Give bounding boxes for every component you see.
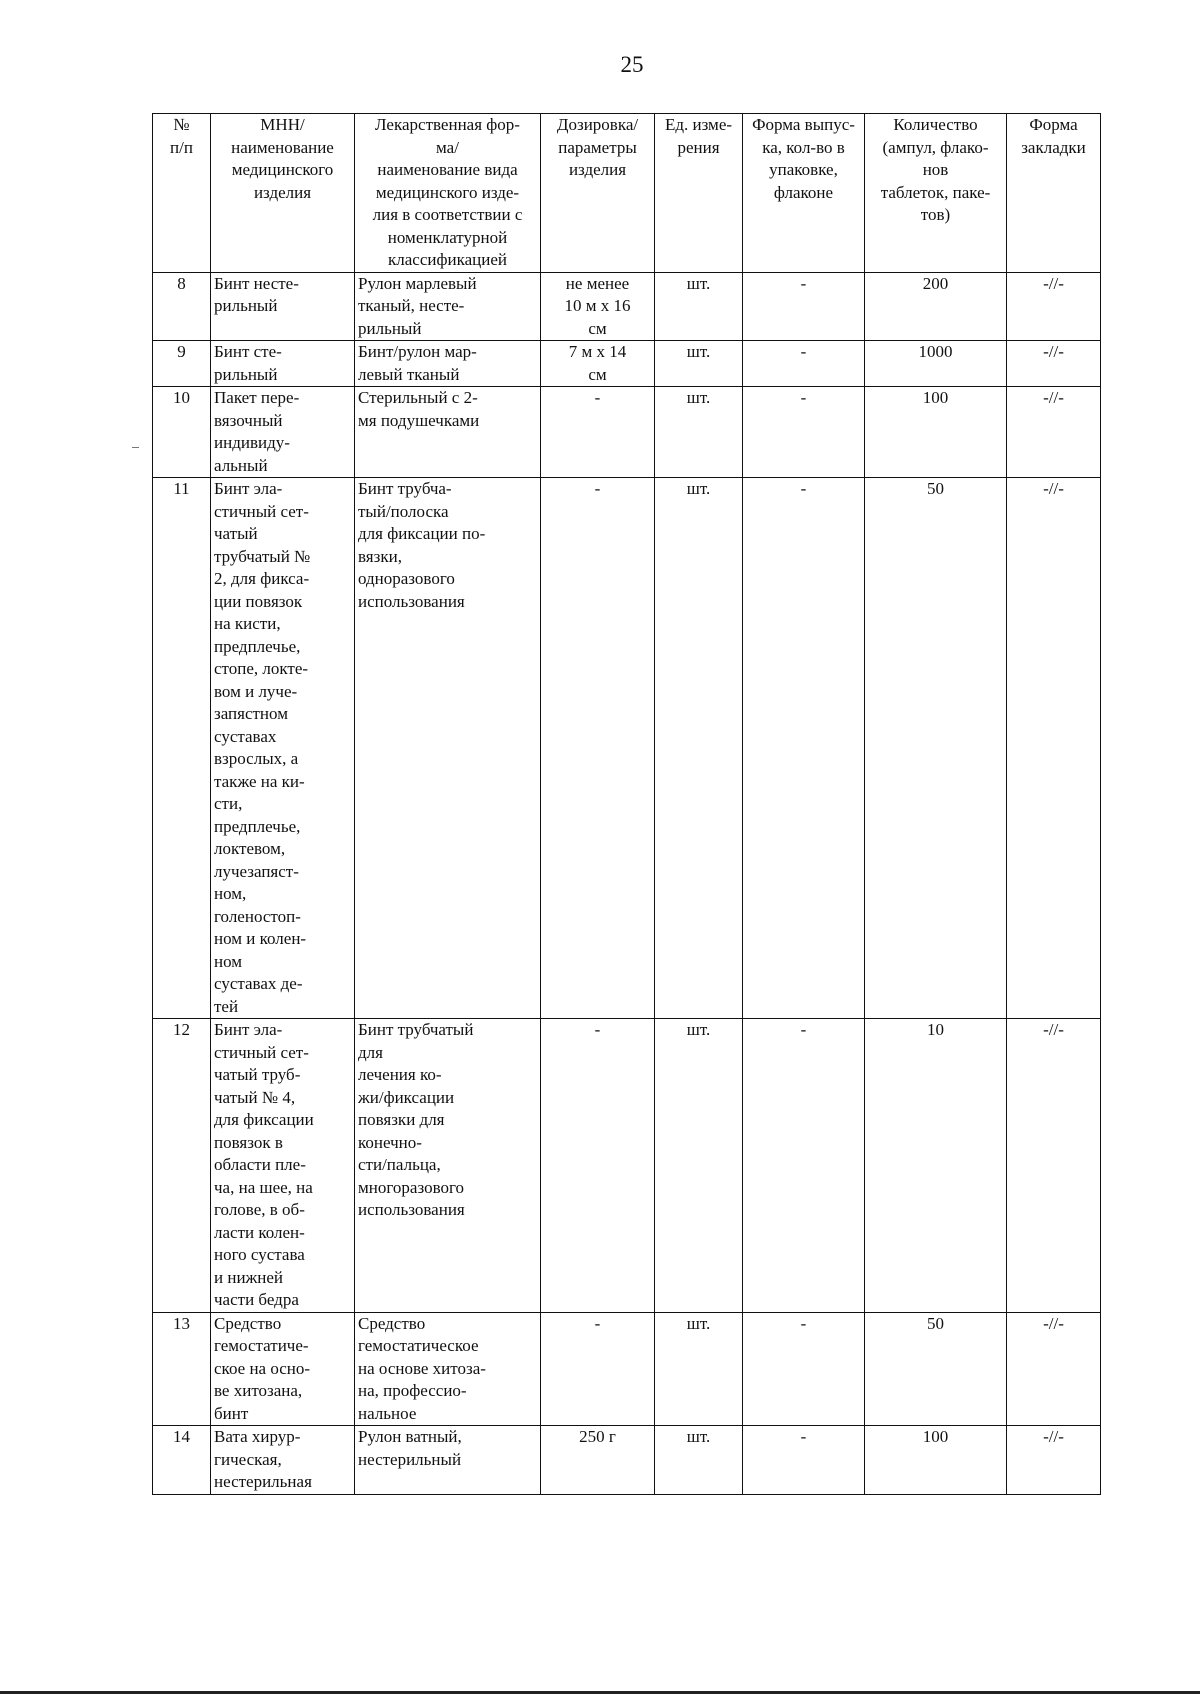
- header-package-form: Форма выпус- ка, кол-во в упаковке, флаконе: [743, 114, 865, 273]
- table-row: [153, 1312, 1101, 1426]
- cell-number: 9: [153, 341, 211, 387]
- cell-name: Бинт сте- рильный: [211, 341, 355, 387]
- cell-dosage: не менее 10 м х 16 см: [541, 272, 655, 341]
- cell-form: Бинт/рулон мар- левый тканый: [355, 341, 541, 387]
- cell-unit: шт.: [655, 272, 743, 341]
- cell-bookmark-form: -//-: [1007, 1019, 1101, 1313]
- cell-number: 13: [153, 1312, 211, 1426]
- cell-package: -: [743, 1312, 865, 1426]
- cell-bookmark-form: -//-: [1007, 1312, 1101, 1426]
- cell-package: -: [743, 1426, 865, 1495]
- header-unit: Ед. изме- рения: [655, 114, 743, 273]
- cell-form: Стерильный с 2- мя подушечками: [355, 387, 541, 478]
- cell-quantity: 10: [865, 1019, 1007, 1313]
- header-name: МНН/ наименование медицинского изделия: [211, 114, 355, 273]
- cell-unit: шт.: [655, 1312, 743, 1426]
- cell-dosage: -: [541, 1019, 655, 1313]
- table-row: [153, 272, 1101, 341]
- table-row: [153, 341, 1101, 387]
- cell-name: Бинт несте- рильный: [211, 272, 355, 341]
- cell-number: 8: [153, 272, 211, 341]
- cell-package: -: [743, 1019, 865, 1313]
- cell-number: 10: [153, 387, 211, 478]
- cell-unit: шт.: [655, 1019, 743, 1313]
- cell-quantity: 100: [865, 387, 1007, 478]
- cell-bookmark-form: -//-: [1007, 478, 1101, 1019]
- cell-unit: шт.: [655, 387, 743, 478]
- table-header-row: [153, 114, 1101, 273]
- cell-bookmark-form: -//-: [1007, 1426, 1101, 1495]
- page-number: 25: [620, 52, 644, 77]
- cell-name: Средство гемостатиче- ское на осно- ве хитозана, бинт: [211, 1312, 355, 1426]
- cell-name: Бинт эла- стичный сет- чатый труб- чатый № 4, для фиксации повязок в области пле- ча, на шее, на голове, в об- ласти колен- ного сустава и нижней части бедра: [211, 1019, 355, 1313]
- cell-form: Бинт трубча- тый/полоска для фиксации по- вязки, одноразового использования: [355, 478, 541, 1019]
- header-dosage-form: Лекарственная фор- ма/ наименование вида медицинского изде- лия в соответствии с номенклатурной классификацией: [355, 114, 541, 273]
- cell-dosage: -: [541, 1312, 655, 1426]
- cell-number: 12: [153, 1019, 211, 1313]
- cell-form: Средство гемостатическое на основе хитоза- на, профессио- нальное: [355, 1312, 541, 1426]
- cell-unit: шт.: [655, 341, 743, 387]
- table-row: [153, 387, 1101, 478]
- cell-quantity: 200: [865, 272, 1007, 341]
- cell-name: Вата хирур- гическая, нестерильная: [211, 1426, 355, 1495]
- cell-quantity: 100: [865, 1426, 1007, 1495]
- header-bookmark-form: Форма закладки: [1007, 114, 1101, 273]
- cell-name: Пакет пере- вязочный индивиду- альный: [211, 387, 355, 478]
- cell-dosage: 7 м х 14 см: [541, 341, 655, 387]
- cell-package: -: [743, 341, 865, 387]
- cell-bookmark-form: -//-: [1007, 387, 1101, 478]
- header-dosage: Дозировка/ параметры изделия: [541, 114, 655, 273]
- cell-dosage: 250 г: [541, 1426, 655, 1495]
- cell-package: -: [743, 272, 865, 341]
- cell-number: 11: [153, 478, 211, 1019]
- header-number: № п/п: [153, 114, 211, 273]
- cell-name: Бинт эла- стичный сет- чатый трубчатый № 2, для фикса- ции повязок на кисти, предплечье, стопе, локте- вом и луче- запястном суставах взрослых, а также на ки- сти, предплечье, локтевом, лучезапяст- ном, голеностоп- ном и колен- ном суставах де- тей: [211, 478, 355, 1019]
- medical-supplies-table: [152, 113, 1101, 1495]
- cell-form: Бинт трубчатый для лечения ко- жи/фиксации повязки для конечно- сти/пальца, многоразового использования: [355, 1019, 541, 1313]
- cell-form: Рулон марлевый тканый, несте- рильный: [355, 272, 541, 341]
- table-row: [153, 1426, 1101, 1495]
- cell-dosage: -: [541, 478, 655, 1019]
- page-bottom-rule: [0, 1691, 1200, 1694]
- cell-quantity: 1000: [865, 341, 1007, 387]
- table-row: [153, 1019, 1101, 1313]
- cell-quantity: 50: [865, 478, 1007, 1019]
- cell-quantity: 50: [865, 1312, 1007, 1426]
- cell-unit: шт.: [655, 478, 743, 1019]
- scan-mark: [132, 447, 139, 448]
- cell-package: -: [743, 478, 865, 1019]
- cell-number: 14: [153, 1426, 211, 1495]
- cell-unit: шт.: [655, 1426, 743, 1495]
- table-row: [153, 478, 1101, 1019]
- cell-bookmark-form: -//-: [1007, 272, 1101, 341]
- header-quantity: Количество (ампул, флако- нов таблеток, паке- тов): [865, 114, 1007, 273]
- cell-dosage: -: [541, 387, 655, 478]
- cell-form: Рулон ватный, нестерильный: [355, 1426, 541, 1495]
- cell-package: -: [743, 387, 865, 478]
- cell-bookmark-form: -//-: [1007, 341, 1101, 387]
